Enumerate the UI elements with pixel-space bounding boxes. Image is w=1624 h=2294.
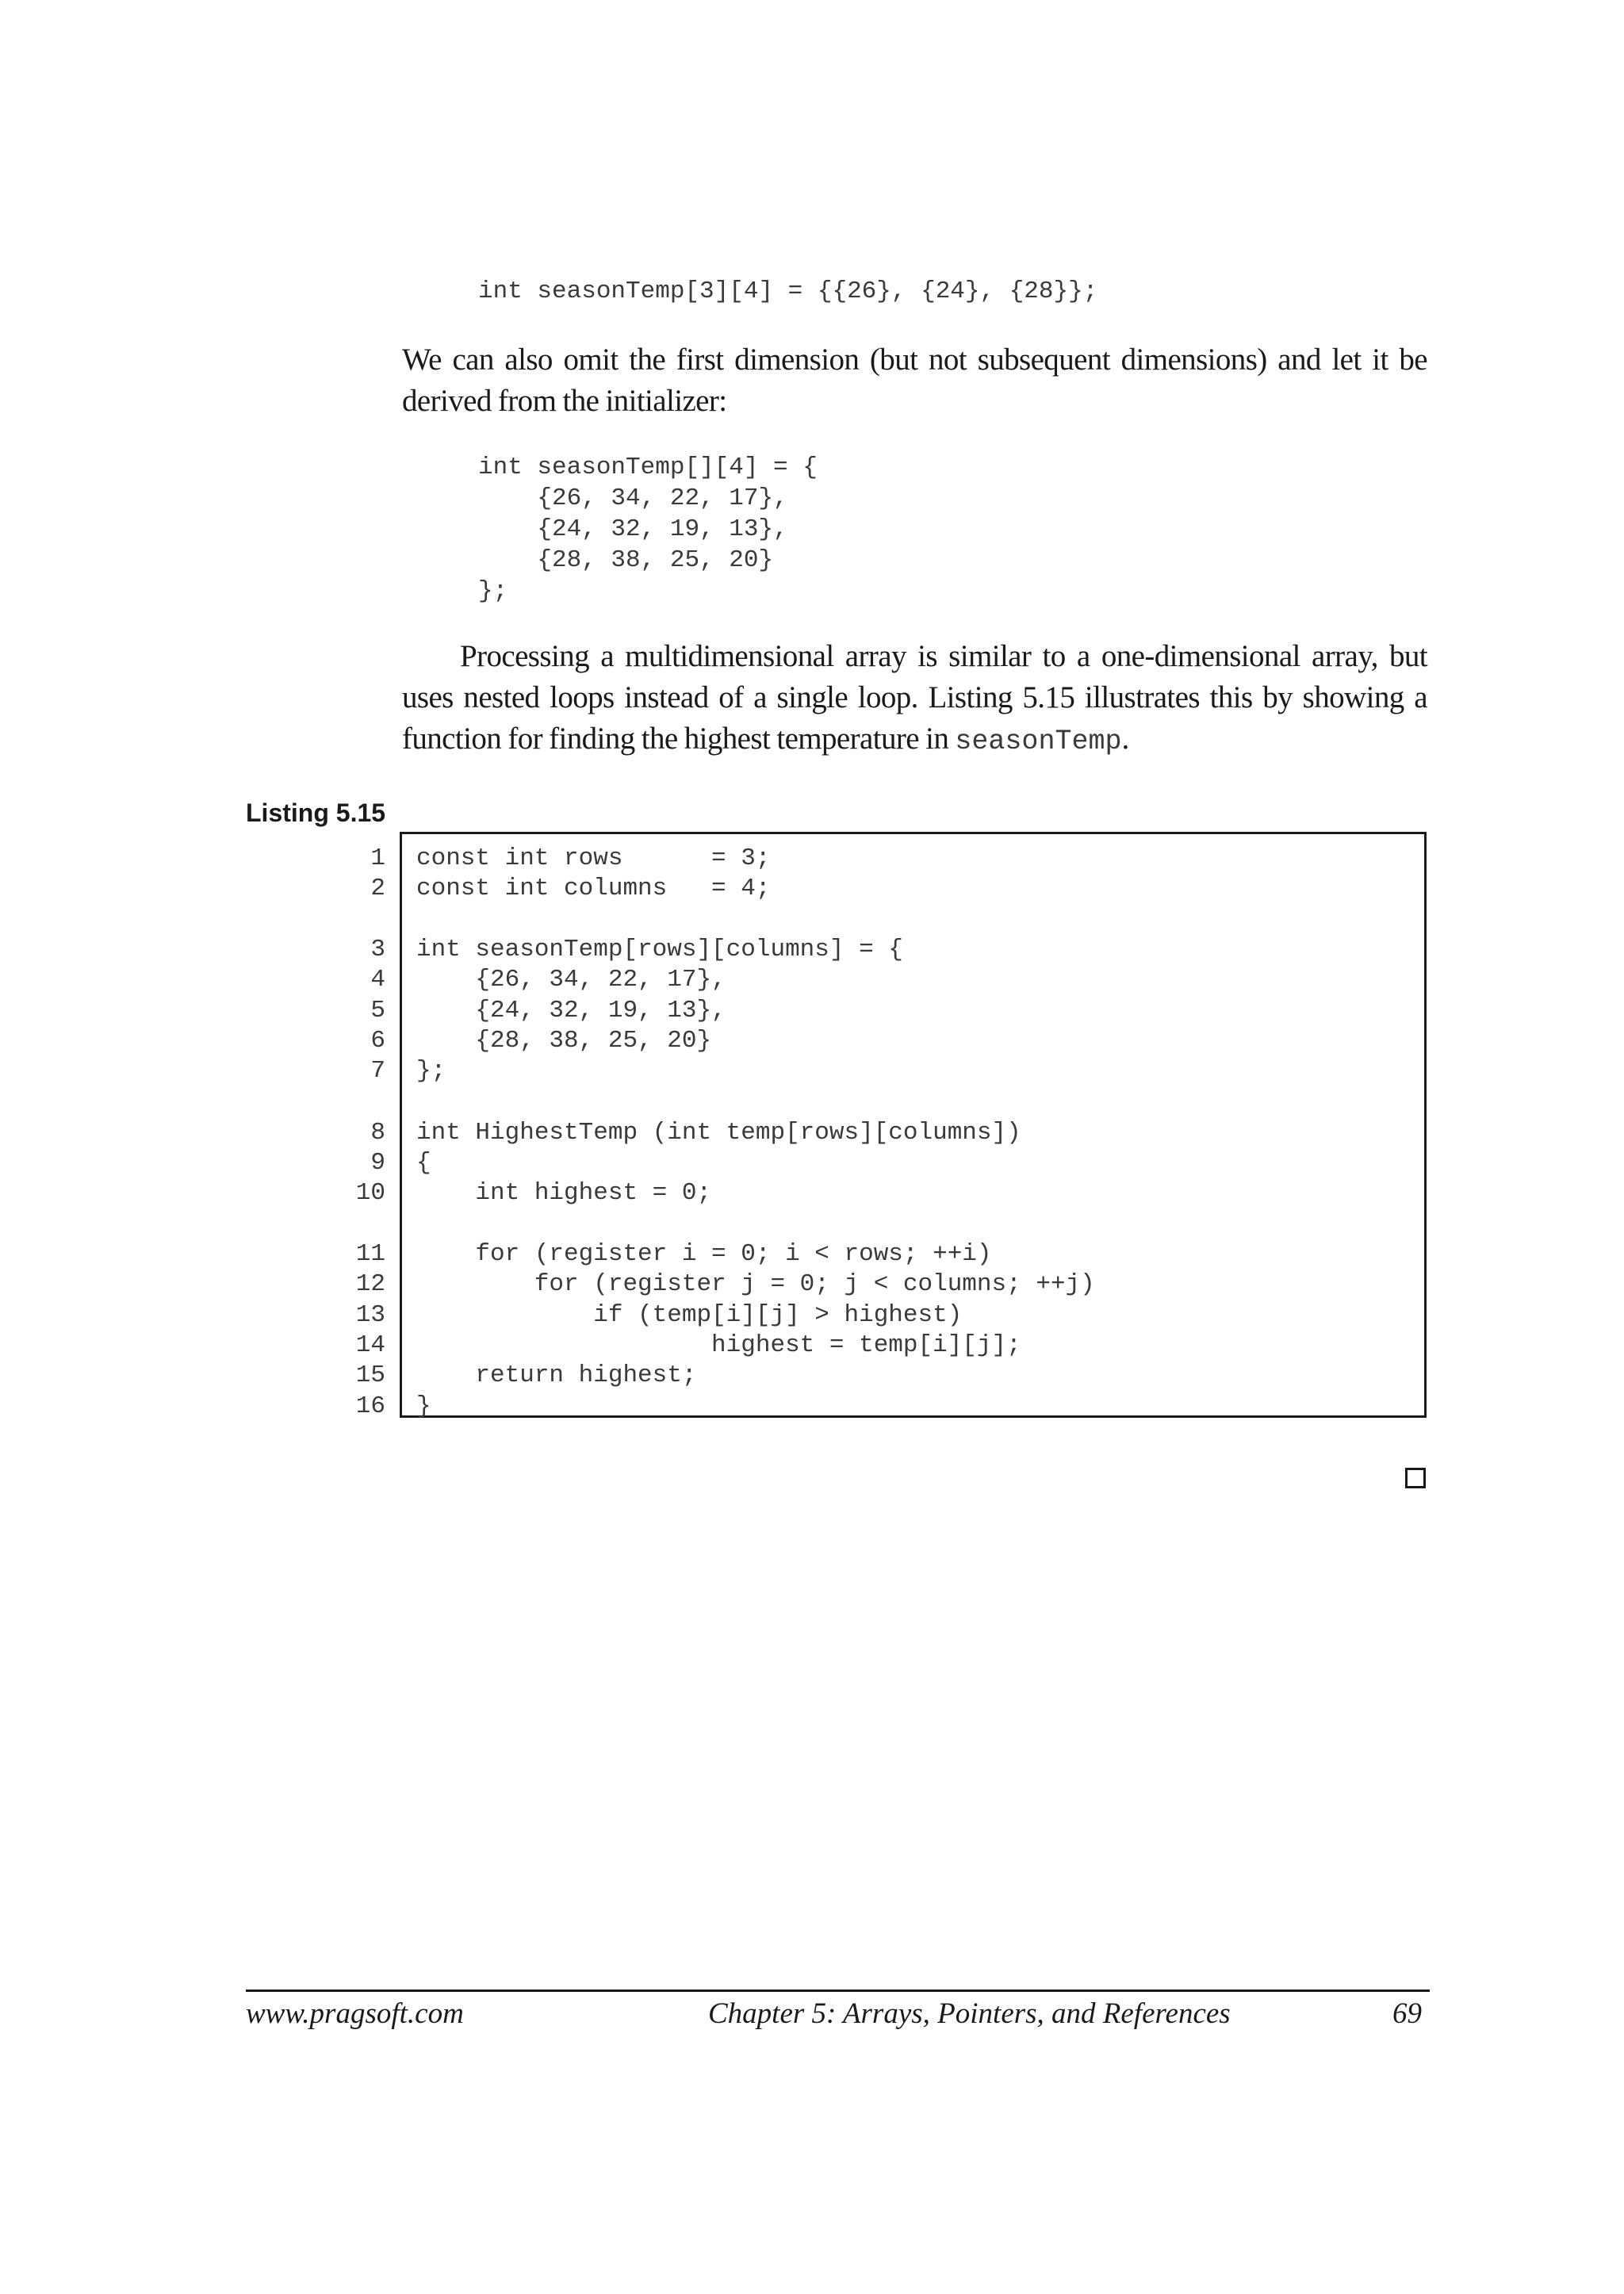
listing-line [0,1361,1624,1391]
line-code: if (temp[i][j] > highest) [416,1301,963,1329]
line-number: 12 [355,1270,385,1298]
code-snippet-partial-init: int seasonTemp[3][4] = {{26}, {24}, {28}}; [478,278,1098,305]
line-code: return highest; [416,1361,697,1389]
line-code: {28, 38, 25, 20} [416,1027,712,1055]
line-number: 14 [355,1331,385,1359]
code-snippet-derived-dimension: int seasonTemp[][4] = { {26, 34, 22, 17}, {24, 32, 19, 13}, {28, 38, 25, 20} }; [478,454,818,605]
line-code: highest = temp[i][j]; [416,1331,1021,1359]
line-number: 16 [355,1392,385,1420]
line-code: const int rows = 3; [416,844,771,872]
line-number: 2 [370,875,385,902]
listing-line [0,996,1624,1026]
line-number: 1 [370,844,385,872]
paragraph-text: . [1121,722,1129,756]
listing-line [0,935,1624,965]
line-number: 5 [370,997,385,1024]
listing-line [0,1270,1624,1300]
line-code: for (register j = 0; j < columns; ++j) [416,1270,1095,1298]
footer-website: www.pragsoft.com [246,1997,464,2030]
paragraph-line: We can also omit the first dimension (but not subsequent dimensions) and let it be [402,343,1427,377]
line-number: 7 [370,1057,385,1085]
listing-line [0,1300,1624,1331]
listing-line [0,1148,1624,1178]
line-code: {24, 32, 19, 13}, [416,997,726,1024]
footer-divider [246,1990,1430,1992]
line-number: 13 [355,1301,385,1329]
listing-line [0,1026,1624,1056]
listing-line [0,844,1624,874]
listing-line [0,1331,1624,1361]
line-number: 4 [370,966,385,994]
line-code: } [416,1392,431,1420]
listing-line [0,1118,1624,1148]
line-code: {26, 34, 22, 17}, [416,966,726,994]
listing-line [0,1056,1624,1086]
line-number: 3 [370,936,385,963]
listing-line [0,965,1624,995]
line-code: const int columns = 4; [416,875,771,902]
end-of-example-square-icon [1405,1468,1426,1488]
line-number: 8 [370,1119,385,1147]
paragraph-processing-arrays [402,636,1427,762]
paragraph-line [402,718,1427,762]
paragraph-line: Processing a multidimensional array is similar to a one-dimensional array, but [460,639,1427,673]
line-number: 9 [370,1149,385,1177]
page-number: 69 [1392,1997,1422,2030]
line-code: int highest = 0; [416,1179,712,1207]
line-number: 15 [355,1361,385,1389]
inline-code-seasontemp: seasonTemp [955,726,1122,757]
paragraph-line: uses nested loops instead of a single loop. Listing 5.15 illustrates this by showing a [402,680,1427,714]
line-code: }; [416,1057,446,1085]
listing-line [0,1239,1624,1270]
line-code: { [416,1149,431,1177]
line-code: for (register i = 0; i < rows; ++i) [416,1240,992,1268]
line-code: int seasonTemp[rows][columns] = { [416,936,903,963]
footer-chapter-title: Chapter 5: Arrays, Pointers, and References [708,1997,1231,2030]
line-number: 11 [355,1240,385,1268]
line-code: int HighestTemp (int temp[rows][columns]) [416,1119,1021,1147]
listing-line [0,1392,1624,1422]
listing-title: Listing 5.15 [246,798,386,827]
line-number: 10 [355,1179,385,1207]
paragraph-line: derived from the initializer: [402,384,727,418]
listing-line [0,874,1624,904]
paragraph-text: function for finding the highest temperature in [402,722,956,756]
listing-line [0,1178,1624,1208]
line-number: 6 [370,1027,385,1055]
paragraph-omit-dimension [402,339,1427,422]
